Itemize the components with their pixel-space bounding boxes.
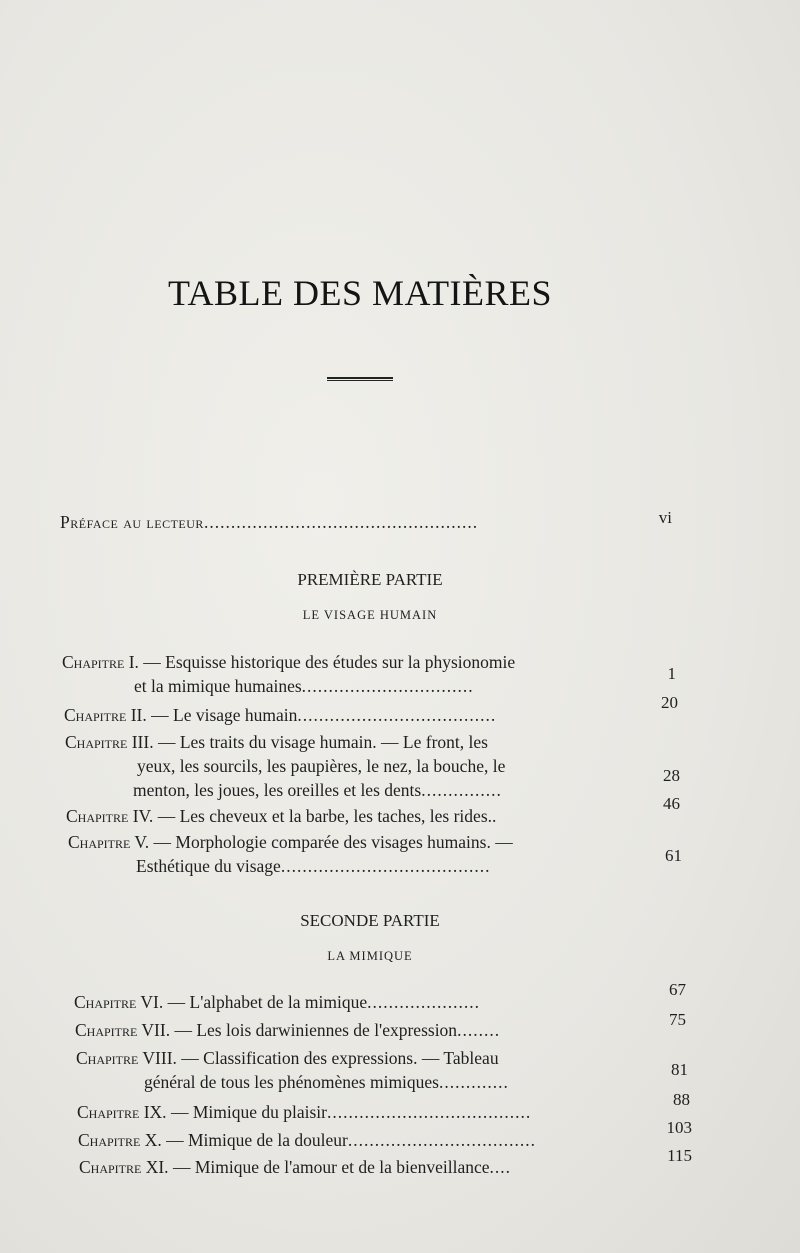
toc-entry-chapter-11 — [79, 1155, 659, 1179]
chapter-title-line: — Esquisse historique des études sur la physionomie — [138, 652, 516, 672]
preface-page-number: vi — [658, 508, 672, 527]
chapter-5-page-number: 61 — [665, 846, 682, 865]
chapter-title-line: — L'alphabet de la mimique — [163, 992, 368, 1012]
chapter-leader: ....................................... — [280, 856, 491, 876]
toc-entry-chapter-3 — [65, 730, 645, 802]
toc-entry-chapter-5 — [68, 830, 648, 878]
chapter-leader: ..................... — [367, 992, 480, 1012]
chapter-label: Chapitre III. — [65, 732, 154, 752]
part-1-subtitle: LE VISAGE HUMAIN — [302, 608, 438, 622]
chapter-title-line: — Morphologie comparée des visages humains. — — [149, 832, 513, 852]
chapter-label: Chapitre VIII. — [76, 1048, 177, 1068]
chapter-3-page-number: 28 — [663, 766, 680, 785]
chapter-label: Chapitre I. — [62, 652, 139, 672]
chapter-label: Chapitre VII. — [75, 1020, 171, 1040]
chapter-2-page-number: 20 — [661, 693, 678, 712]
chapter-title-line: et la mimique humaines — [134, 676, 302, 696]
chapter-label: Chapitre X. — [78, 1130, 162, 1150]
chapter-title-line: — Classification des expressions. — Tableau — [176, 1048, 499, 1068]
chapter-7-page-number: 75 — [669, 1010, 686, 1029]
chapter-10-page-number: 103 — [666, 1118, 692, 1137]
part-2-subtitle: LA MIMIQUE — [327, 949, 413, 963]
toc-entry-preface — [60, 510, 630, 534]
chapter-8-page-number: 81 — [671, 1060, 688, 1079]
preface-leader: ................................................... — [203, 512, 479, 532]
chapter-leader: ...................................... — [326, 1102, 532, 1122]
chapter-title-line: — Les lois darwiniennes de l'expression — [170, 1020, 458, 1040]
chapter-leader: ............. — [439, 1072, 509, 1092]
chapter-11-page-number: 115 — [667, 1146, 692, 1165]
toc-entry-chapter-6 — [74, 990, 654, 1014]
chapter-label: Chapitre IV. — [66, 806, 154, 826]
chapter-label: Chapitre IX. — [77, 1102, 167, 1122]
chapter-leader: ................................... — [347, 1130, 537, 1150]
chapter-label: Chapitre VI. — [74, 992, 164, 1012]
chapter-leader: ........ — [457, 1020, 501, 1040]
chapter-title-line: — Mimique du plaisir — [166, 1102, 327, 1122]
chapter-title-line: — Les cheveux et la barbe, les taches, les rides.. — [153, 806, 497, 826]
chapter-leader: ................................ — [301, 676, 474, 696]
chapter-title-line: Esthétique du visage — [136, 856, 281, 876]
toc-entry-chapter-2 — [64, 703, 644, 727]
chapter-title-line: yeux, les sourcils, les paupières, le nez, la bouche, le — [137, 756, 506, 776]
page-title: TABLE DES MATIÈRES — [167, 273, 553, 313]
chapter-title-line: — Mimique de la douleur — [161, 1130, 348, 1150]
chapter-leader: .... — [489, 1157, 512, 1177]
toc-entry-chapter-9 — [77, 1100, 657, 1124]
preface-label: Préface au lecteur — [60, 512, 204, 532]
chapter-title-line: — Le visage humain — [146, 705, 298, 725]
chapter-1-page-number: 1 — [667, 664, 676, 683]
chapter-title-line: — Les traits du visage humain. — Le front, les — [153, 732, 488, 752]
toc-entry-chapter-4 — [66, 804, 646, 828]
part-2-title: SECONDE PARTIE — [300, 911, 440, 930]
toc-entry-chapter-8 — [76, 1046, 656, 1094]
toc-entry-chapter-1 — [62, 650, 642, 698]
chapter-leader: ..................................... — [297, 705, 497, 725]
chapter-title-line: général de tous les phénomènes mimiques — [144, 1072, 439, 1092]
chapter-label: Chapitre II. — [64, 705, 147, 725]
chapter-6-page-number: 67 — [669, 980, 686, 999]
chapter-label: Chapitre XI. — [79, 1157, 169, 1177]
part-1-title: PREMIÈRE PARTIE — [297, 570, 443, 589]
chapter-4-page-number: 46 — [663, 794, 680, 813]
chapter-title-line: menton, les joues, les oreilles et les dents — [133, 780, 422, 800]
title-rule — [327, 377, 393, 381]
toc-entry-chapter-7 — [75, 1018, 655, 1042]
chapter-leader: ............... — [421, 780, 502, 800]
chapter-9-page-number: 88 — [673, 1090, 690, 1109]
chapter-title-line: — Mimique de l'amour et de la bienveillance — [168, 1157, 490, 1177]
chapter-label: Chapitre V. — [68, 832, 150, 852]
toc-entry-chapter-10 — [78, 1128, 658, 1152]
